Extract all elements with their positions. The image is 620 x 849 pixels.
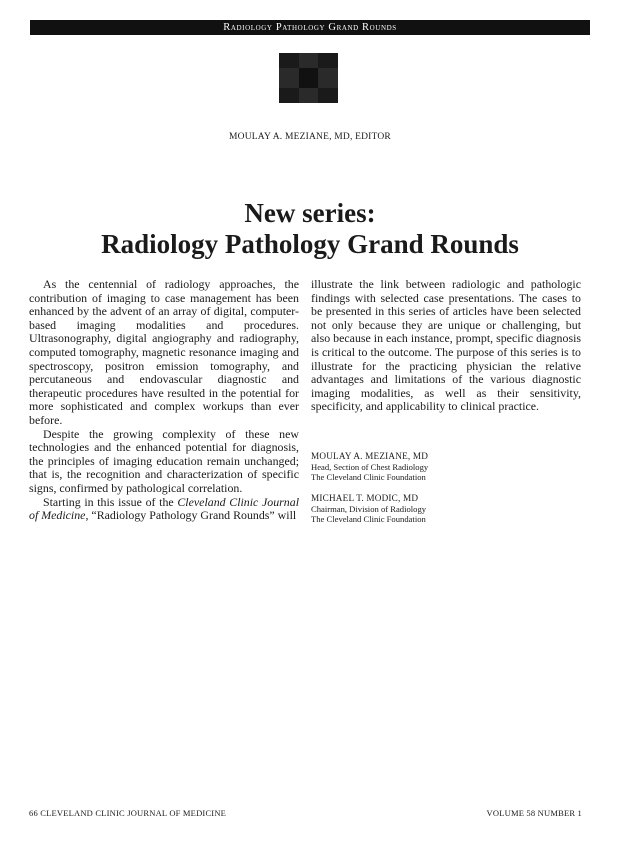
section-banner: Radiology Pathology Grand Rounds	[30, 20, 590, 35]
paragraph-3	[29, 496, 299, 523]
signature-name: MICHAEL T. MODIC, MD	[311, 493, 419, 503]
signature-block-1	[311, 451, 581, 483]
paragraph-3-end: , “Radiology Pathology Grand Rounds” will	[85, 508, 297, 523]
paragraph-4: illustrate the link between radiologic and pathologic findings with selected case presentations. The cases to be presented in this series of articles have been selected not only because they are unique or challenging, but also because in each instance, prompt, specific diagnosis is critical to the outcome. The purpose of this series is to illustrate for the practicing physician the relative advantages and limitations of the various diagnostic imaging modalities, as well as their sensitivity, specificity, and applicability to clinical practice.	[311, 277, 581, 414]
left-column	[29, 278, 299, 523]
title-line-2: Radiology Pathology Grand Rounds	[101, 229, 519, 259]
signature-title: Head, Section of Chest Radiology	[311, 461, 429, 472]
signature-block-2	[311, 493, 581, 525]
footer-journal: 66 CLEVELAND CLINIC JOURNAL OF MEDICINE	[29, 808, 227, 818]
signature-org: The Cleveland Clinic Foundation	[311, 514, 426, 525]
editor-credit: MOULAY A. MEZIANE, MD, EDITOR	[229, 132, 391, 142]
footer-volume: VOLUME 58 NUMBER 1	[486, 808, 582, 818]
title-line-1: New series:	[244, 198, 376, 228]
paragraph-3-start: Starting in this issue of the	[43, 494, 178, 509]
signature-title: Chairman, Division of Radiology	[311, 503, 427, 514]
paragraph-2: Despite the growing complexity of these new technologies and the enhanced potential for diagnosis, the principles of imaging education remain unchanged; that is, the recognition and characterization of specific signs, confirmed by pathological correlation.	[29, 426, 299, 495]
journal-name: Cleveland Clinic Journal of Medicine	[29, 494, 299, 523]
cross-emblem-icon	[277, 51, 340, 105]
right-column	[311, 278, 581, 414]
paragraph-1: As the centennial of radiology approaches, the contribution of imaging to case management has been enhanced by the advent of an array of digital, computer-based imaging modalities and procedures. Ultrasonography, digital angiography and radiography, computed tomography, magnetic resonance imaging and spectroscopy, positron emission tomography, and percutaneous and endovascular diagnostic and therapeutic procedures have resulted in the potential for more sophisticated and complex workups than ever before.	[29, 277, 299, 427]
article-title	[0, 198, 620, 260]
signature-name: MOULAY A. MEZIANE, MD	[311, 451, 429, 461]
signature-org: The Cleveland Clinic Foundation	[311, 472, 426, 483]
